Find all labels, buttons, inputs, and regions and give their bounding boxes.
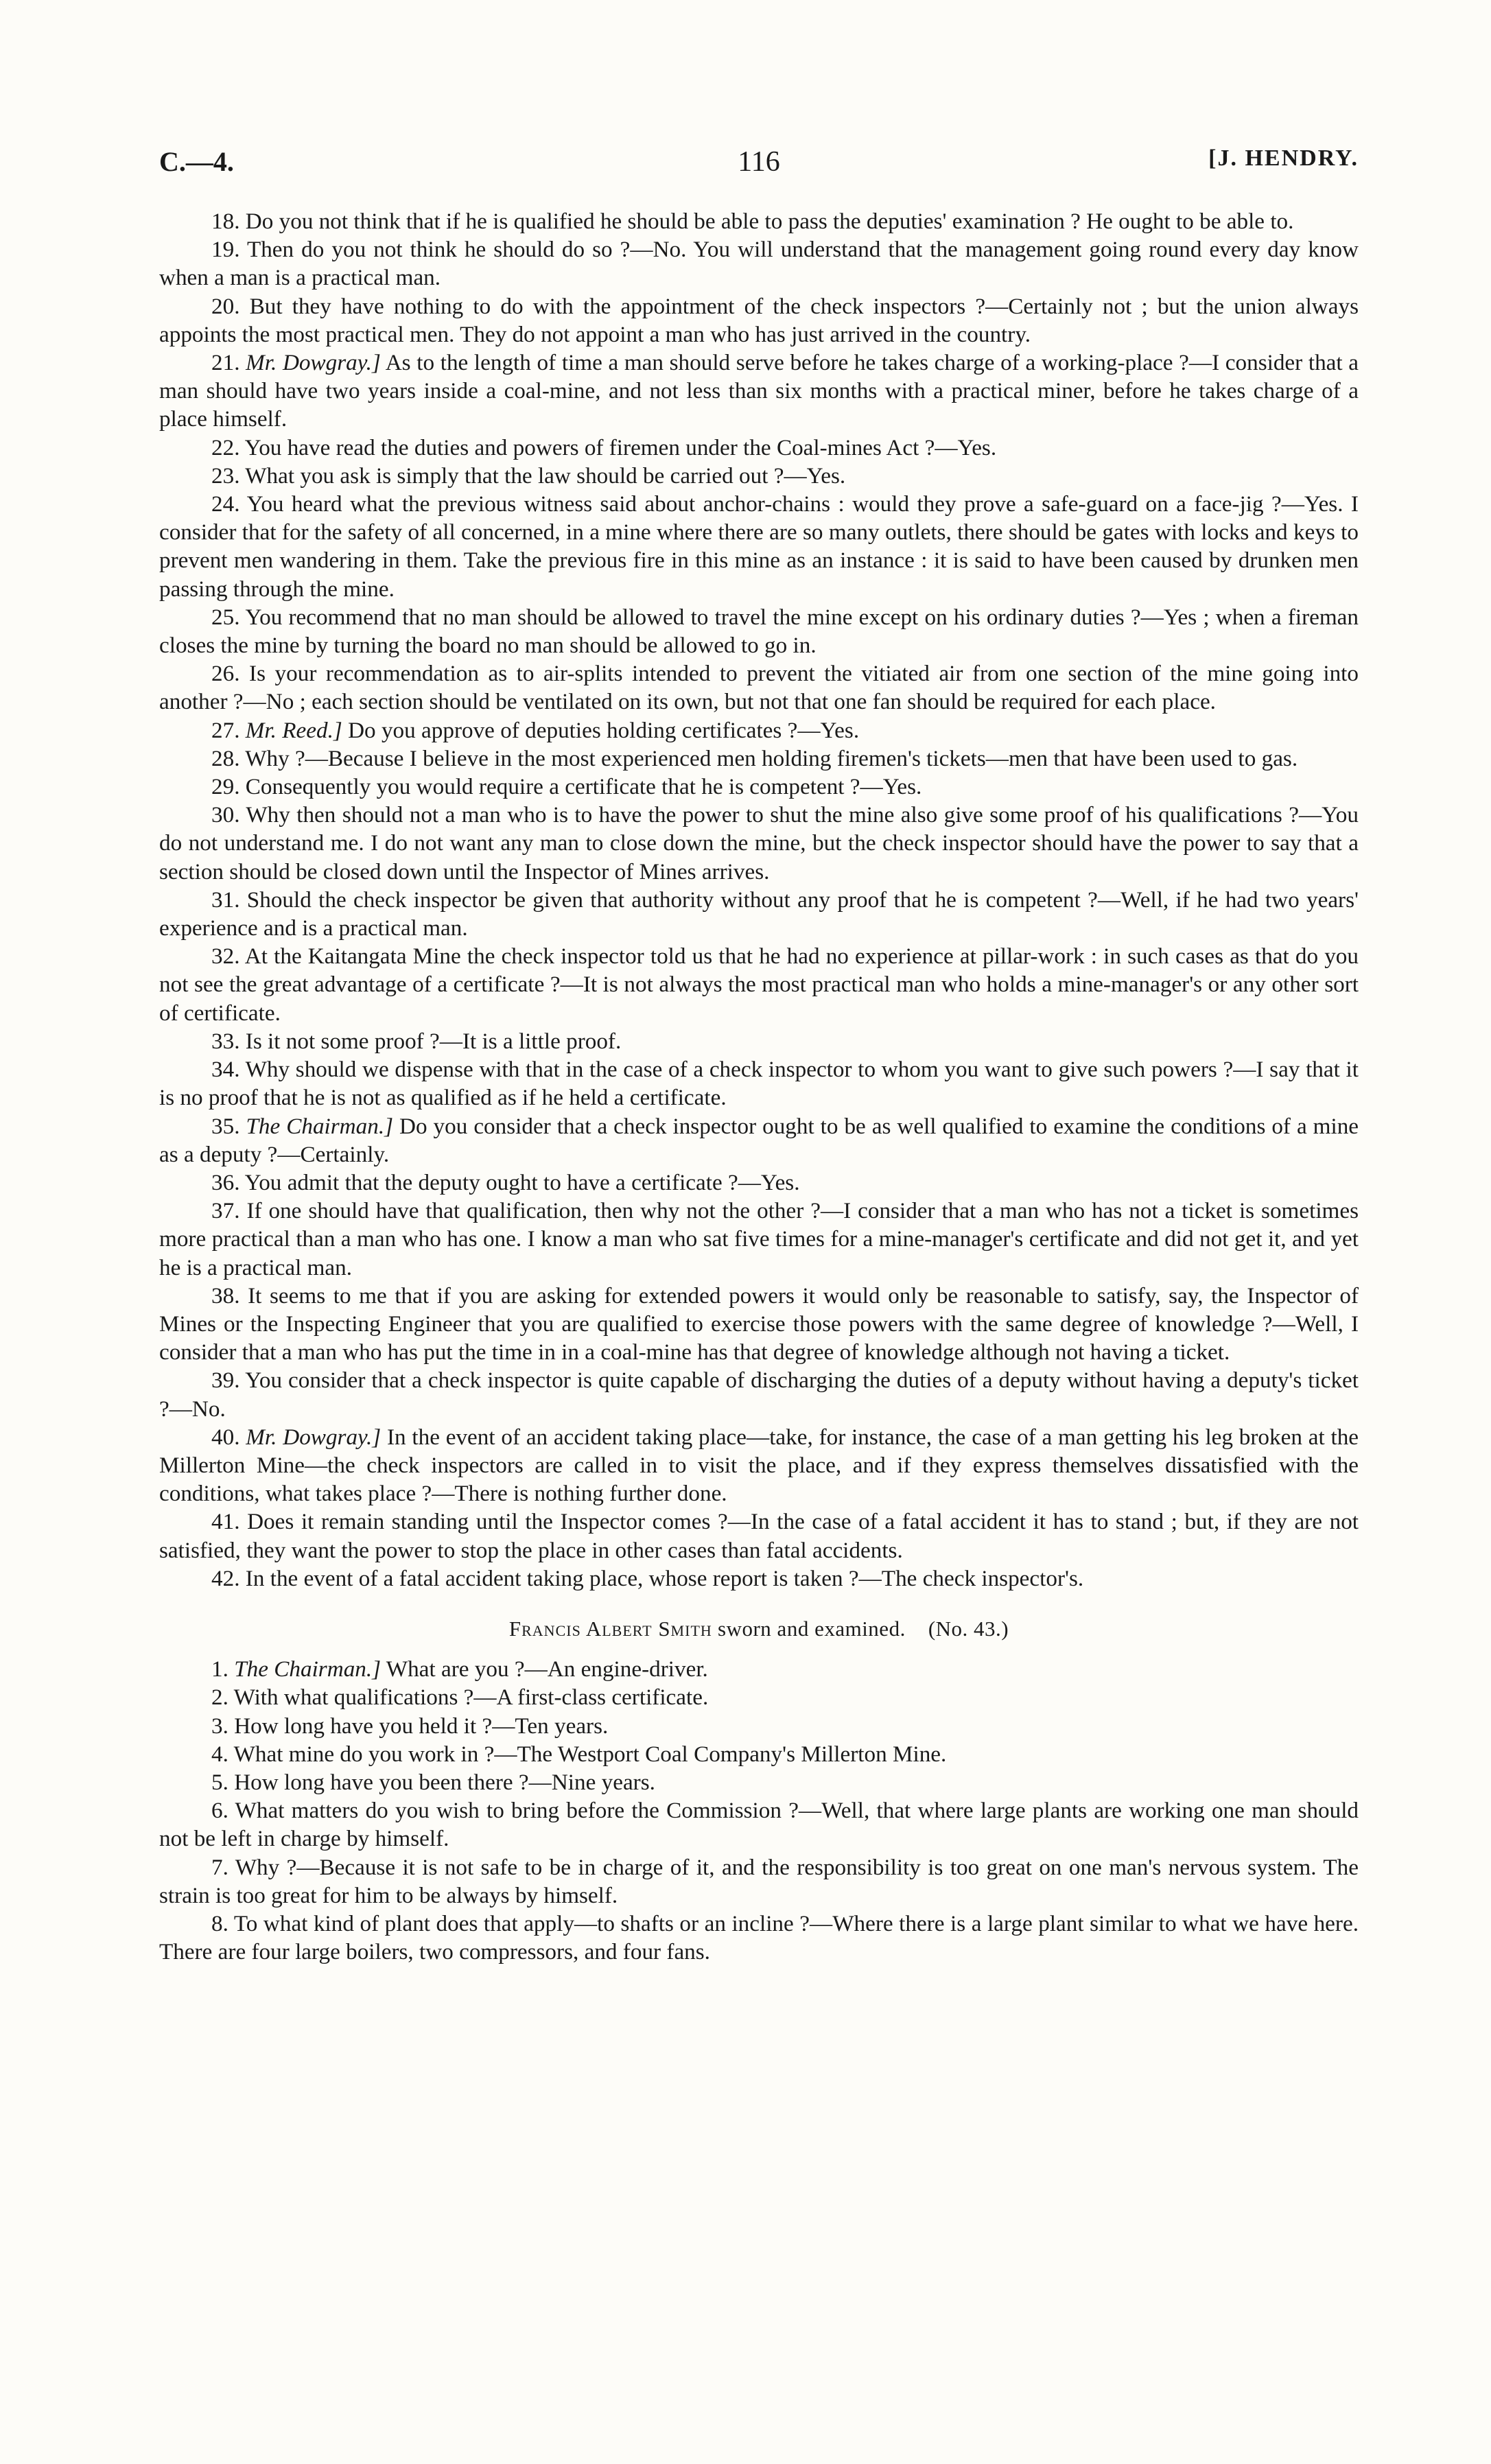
question-paragraph bbox=[159, 1423, 1359, 1508]
question-paragraph bbox=[159, 942, 1359, 1027]
question-text: In the event of an accident taking place—take, for instance, the case of a man getting his leg broken at the Millerton Mine—the check inspectors are called in to visit the place, and if they express themselves dissatisfied with the conditions, what takes place ?—There is nothing further done. bbox=[159, 1424, 1359, 1507]
question-paragraph bbox=[159, 1796, 1359, 1853]
question-paragraph bbox=[159, 1507, 1359, 1564]
question-paragraph bbox=[159, 744, 1359, 773]
question-paragraph bbox=[159, 1055, 1359, 1112]
question-number: 2. bbox=[211, 1685, 228, 1711]
question-paragraph bbox=[159, 490, 1359, 603]
speaker-name: The Chairman.] bbox=[246, 1113, 394, 1139]
question-paragraph bbox=[159, 1197, 1359, 1282]
question-number: 18. bbox=[211, 209, 240, 234]
question-number: 36. bbox=[211, 1169, 240, 1195]
question-number: 3. bbox=[211, 1713, 228, 1739]
question-text: Do you approve of deputies holding certificates ?—Yes. bbox=[348, 717, 860, 743]
question-text: You consider that a check inspector is quite capable of discharging the duties of a deputy without having a deputy's ticket ?—No. bbox=[159, 1368, 1359, 1422]
witness-heading bbox=[159, 1615, 1359, 1643]
question-number: 33. bbox=[211, 1028, 240, 1054]
question-text: You heard what the previous witness said about anchor-chains : would they prove a safe-guard on a face-jig ?—Yes. I consider that for the safety of all concerned, in a mine where there are so many outlets, there should be gates with locks and keys to prevent men wandering in them. Take the previous fire in this mine as an instance : it is said to have been caused by drunken men passing through the mine. bbox=[159, 491, 1359, 602]
question-paragraph bbox=[159, 886, 1359, 942]
question-text: At the Kaitangata Mine the check inspector told us that he had no experience at pillar-work : in such cases as that do you not see the great advantage of a certificate ?—It is not always the most practical man who holds a mine-manager's or any other sort of certificate. bbox=[159, 943, 1359, 1026]
speaker-name: Mr. Reed.] bbox=[245, 717, 342, 743]
question-paragraph bbox=[159, 207, 1359, 235]
question-number: 27. bbox=[211, 717, 240, 743]
question-text: Does it remain standing until the Inspector comes ?—In the case of a fatal accident it has to stand ; but, if they are not satisfied, they want the power to stop the place in other cases than fatal accidents. bbox=[159, 1509, 1359, 1563]
question-paragraph bbox=[159, 1282, 1359, 1367]
question-paragraph bbox=[159, 603, 1359, 659]
speaker-name: Mr. Dowgray.] bbox=[246, 350, 381, 376]
question-text: How long have you held it ?—Ten years. bbox=[234, 1713, 609, 1739]
evidence-part-smith bbox=[159, 1655, 1359, 1966]
question-paragraph bbox=[159, 716, 1359, 744]
question-text: Do you not think that if he is qualified he should be able to pass the deputies' examination ? He ought to be able to. bbox=[245, 209, 1294, 234]
question-paragraph bbox=[159, 1169, 1359, 1197]
question-number: 38. bbox=[211, 1282, 240, 1309]
question-text: You have read the duties and powers of firemen under the Coal-mines Act ?—Yes. bbox=[244, 434, 997, 460]
question-text: To what kind of plant does that apply—to shafts or an incline ?—Where there is a large plant similar to what we have here. There are four large boilers, two compressors, and four fans. bbox=[159, 1910, 1359, 1965]
question-text: In the event of a fatal accident taking place, whose report is taken ?—The check inspector's. bbox=[245, 1565, 1084, 1591]
question-text: What mine do you work in ?—The Westport Coal Company's Millerton Mine. bbox=[233, 1741, 947, 1767]
question-paragraph bbox=[159, 235, 1359, 292]
question-paragraph bbox=[159, 1655, 1359, 1683]
question-number: 25. bbox=[211, 604, 240, 630]
question-number: 8. bbox=[211, 1910, 228, 1936]
question-number: 20. bbox=[211, 293, 240, 319]
question-paragraph bbox=[159, 1740, 1359, 1768]
question-text: If one should have that qualification, then why not the other ?—I consider that a man who has not a ticket is sometimes more practical than a man who has one. I know a man who sat five times for a mine-manager's certificate and did not get it, and yet he is a practical man. bbox=[159, 1198, 1359, 1280]
question-text: Should the check inspector be given that authority without any proof that he is competent ?—Well, if he had two years' experience and is a practical man. bbox=[159, 887, 1359, 941]
witness-name: Francis Albert Smith bbox=[508, 1616, 712, 1641]
question-number: 22. bbox=[211, 434, 240, 460]
witness-heading-rest: sworn and examined. bbox=[718, 1616, 906, 1641]
witness-number: (No. 43.) bbox=[928, 1616, 1009, 1641]
question-text: Why ?—Because it is not safe to be in charge of it, and the responsibility is too great on one man's nervous system. The strain is too great for him to be always by himself. bbox=[159, 1854, 1359, 1908]
question-number: 26. bbox=[211, 661, 240, 687]
question-text: You recommend that no man should be allowed to travel the mine except on his ordinary duties ?—Yes ; when a fireman closes the mine by turning the board no man should be allowed to go in. bbox=[159, 604, 1359, 659]
question-paragraph bbox=[159, 434, 1359, 462]
question-paragraph bbox=[159, 659, 1359, 716]
question-text: What matters do you wish to bring before the Commission ?—Well, that where large plants are working one man should not be left in charge by himself. bbox=[159, 1798, 1359, 1852]
question-number: 23. bbox=[211, 462, 240, 489]
question-number: 19. bbox=[211, 237, 240, 263]
question-number: 21. bbox=[211, 350, 240, 376]
question-number: 31. bbox=[211, 887, 240, 913]
question-number: 29. bbox=[211, 774, 240, 800]
question-paragraph bbox=[159, 773, 1359, 801]
question-number: 24. bbox=[211, 491, 240, 517]
evidence-text bbox=[159, 207, 1359, 1966]
question-text: Why ?—Because I believe in the most experienced men holding firemen's tickets—men that have been used to gas. bbox=[245, 745, 1298, 771]
question-number: 7. bbox=[211, 1854, 228, 1880]
question-text: With what qualifications ?—A first-class certificate. bbox=[233, 1685, 709, 1711]
question-paragraph bbox=[159, 349, 1359, 434]
question-paragraph bbox=[159, 1910, 1359, 1966]
question-text: Do you consider that a check inspector ought to be as well qualified to examine the conditions of a mine as a deputy ?—Certainly. bbox=[159, 1113, 1359, 1167]
question-number: 37. bbox=[211, 1198, 240, 1224]
question-paragraph bbox=[159, 462, 1359, 490]
question-paragraph bbox=[159, 1366, 1359, 1422]
question-number: 1. bbox=[211, 1656, 228, 1682]
witness-running-head: [J. HENDRY. bbox=[1208, 145, 1359, 171]
question-number: 28. bbox=[211, 745, 240, 771]
question-paragraph bbox=[159, 1683, 1359, 1711]
question-number: 32. bbox=[211, 943, 240, 970]
question-text: As to the length of time a man should serve before he takes charge of a working-place ?—I consider that a man should have two years inside a coal-mine, and not less than six months with a practical miner, before he takes charge of a place himself. bbox=[159, 350, 1359, 432]
question-paragraph bbox=[159, 1768, 1359, 1796]
question-number: 6. bbox=[211, 1798, 228, 1824]
question-paragraph bbox=[159, 1564, 1359, 1593]
question-paragraph bbox=[159, 1112, 1359, 1169]
question-paragraph bbox=[159, 292, 1359, 349]
question-text: You admit that the deputy ought to have a certificate ?—Yes. bbox=[244, 1169, 800, 1195]
speaker-name: The Chairman.] bbox=[234, 1656, 381, 1682]
question-number: 41. bbox=[211, 1509, 240, 1535]
question-paragraph bbox=[159, 1853, 1359, 1910]
question-text: Is your recommendation as to air-splits intended to prevent the vitiated air from one section of the mine going into another ?—No ; each section should be ventilated on its own, but not that one fan should be required for each place. bbox=[159, 661, 1359, 715]
question-text: How long have you been there ?—Nine years. bbox=[234, 1769, 655, 1795]
question-number: 35. bbox=[211, 1113, 240, 1139]
question-number: 42. bbox=[211, 1565, 240, 1591]
question-number: 34. bbox=[211, 1057, 240, 1083]
question-number: 40. bbox=[211, 1424, 240, 1450]
question-text: What are you ?—An engine-driver. bbox=[386, 1656, 708, 1682]
speaker-name: Mr. Dowgray.] bbox=[246, 1424, 381, 1450]
question-number: 4. bbox=[211, 1741, 228, 1767]
report-code: C.—4. bbox=[159, 146, 234, 177]
question-number: 39. bbox=[211, 1368, 240, 1394]
page-header bbox=[159, 145, 1359, 187]
question-paragraph bbox=[159, 1712, 1359, 1740]
question-text: Then do you not think he should do so ?—No. You will understand that the management going round every day know when a man is a practical man. bbox=[159, 237, 1359, 291]
question-text: But they have nothing to do with the appointment of the check inspectors ?—Certainly not ; but the union always appoints the most practical men. They do not appoint a man who has just arrived in the country. bbox=[159, 293, 1359, 347]
question-text: Consequently you would require a certificate that he is competent ?—Yes. bbox=[245, 774, 922, 800]
question-paragraph bbox=[159, 801, 1359, 886]
question-text: Why should we dispense with that in the case of a check inspector to whom you want to give such powers ?—I say that it is no proof that he is not as qualified as if he held a certificate. bbox=[159, 1057, 1359, 1111]
question-number: 5. bbox=[211, 1769, 228, 1795]
question-text: It seems to me that if you are asking for extended powers it would only be reasonable to satisfy, say, the Inspector of Mines or the Inspecting Engineer that you are qualified to exercise those powers with the same degree of knowledge ?—Well, I consider that a man who has put the time in in a coal-mine has that degree of knowledge although not having a ticket. bbox=[159, 1282, 1359, 1365]
question-text: Why then should not a man who is to have the power to shut the mine also give some proof of his qualifications ?—You do not understand me. I do not want any man to close down the mine, but the check inspector should have the power to say that a section should be closed down until the Inspector of Mines arrives. bbox=[159, 802, 1359, 884]
question-text: Is it not some proof ?—It is a little proof. bbox=[245, 1028, 622, 1054]
question-paragraph bbox=[159, 1027, 1359, 1055]
question-text: What you ask is simply that the law should be carried out ?—Yes. bbox=[245, 462, 846, 489]
evidence-part-hendry bbox=[159, 207, 1359, 1593]
question-number: 30. bbox=[211, 802, 240, 828]
page-number: 116 bbox=[738, 146, 780, 178]
